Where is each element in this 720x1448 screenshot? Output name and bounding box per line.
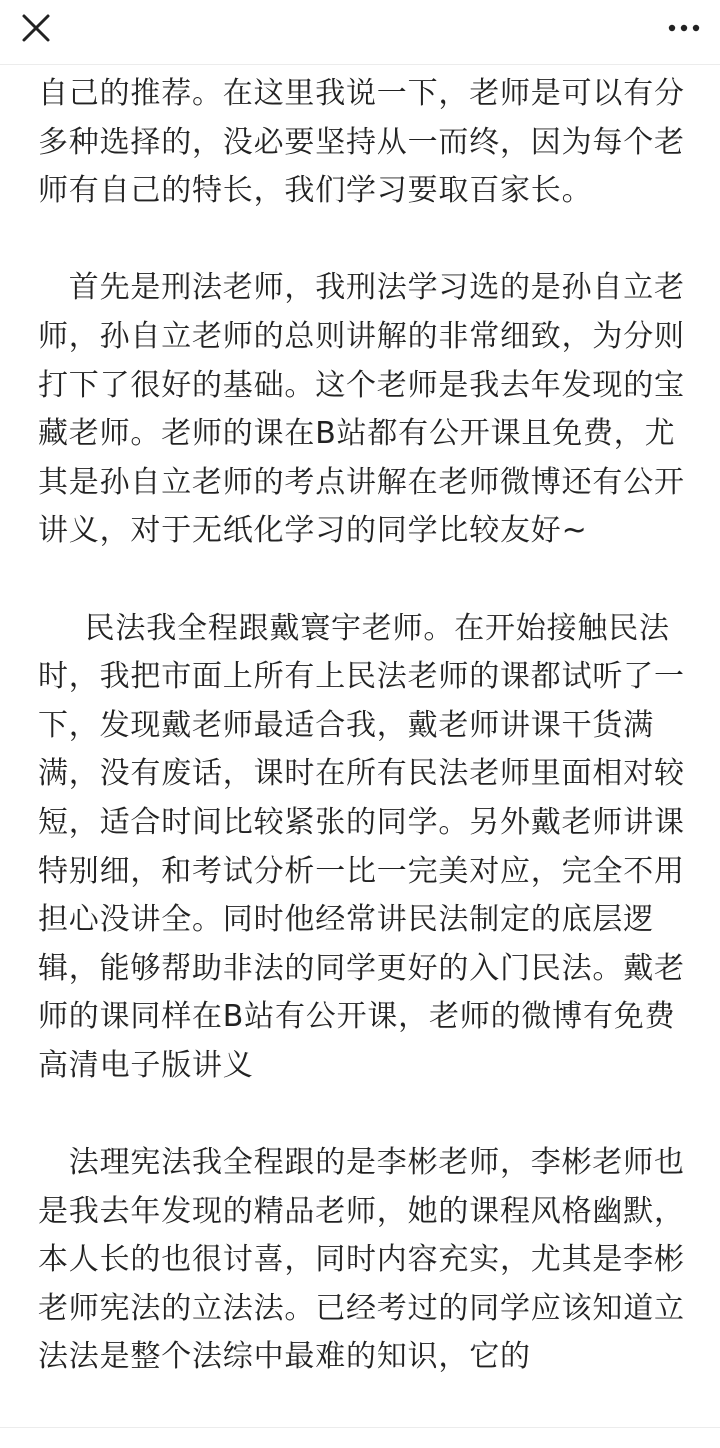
paragraph-spacer	[38, 216, 686, 265]
paragraph-jurisprudence: 法理宪法我全程跟的是李彬老师，李彬老师也是我去年发现的精品老师，她的课程风格幽默，本人长的也很讨喜，同时内容充实，尤其是李彬老师宪法的立法法。已经考过的同学应该知道立法法是整个法综中最难的知识，它的	[38, 1145, 685, 1375]
more-options-button[interactable]	[662, 6, 706, 50]
close-icon	[14, 6, 58, 50]
paragraph-civil-law: 民法我全程跟戴寰宇老师。在开始接触民法时，我把市面上所有上民法老师的课都试听了一下，发现戴老师最适合我，戴老师讲课干货满满，没有废话，课时在所有民法老师里面相对较短，适合时间比较紧张的同学。另外戴老师讲课特别细，和考试分析一比一完美对应，完全不用担心没讲全。同时他经常讲民法制定的底层逻辑，能够帮助非法的同学更好的入门民法。戴老师的课同样在B站有公开课，老师的微博有免费高清电子版讲义	[38, 610, 685, 1083]
paragraph-recommendation: 自己的推荐。在这里我说一下，老师是可以有分多种选择的，没必要坚持从一而终，因为每个老师有自己的特长，我们学习要取百家长。	[38, 76, 685, 209]
article-body	[38, 70, 686, 1382]
more-horizontal-icon	[662, 6, 706, 50]
paragraph-spacer	[38, 556, 686, 605]
close-button[interactable]	[14, 6, 58, 50]
top-bar	[0, 0, 720, 65]
paragraph-criminal-law: 首先是刑法老师，我刑法学习选的是孙自立老师，孙自立老师的总则讲解的非常细致，为分则打下了很好的基础。这个老师是我去年发现的宝藏老师。老师的课在B站都有公开课且免费，尤其是孙自立老师的考点讲解在老师微博还有公开讲义，对于无纸化学习的同学比较友好~	[38, 270, 685, 549]
bottom-bar	[0, 1427, 720, 1448]
paragraph-spacer	[38, 1090, 686, 1139]
